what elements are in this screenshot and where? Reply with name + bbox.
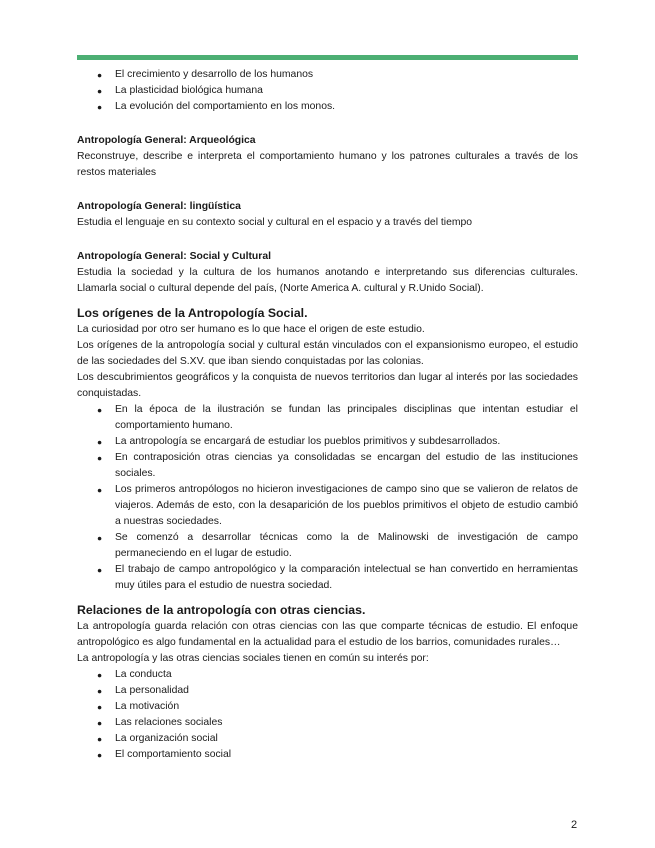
list-item: ● Se comenzó a desarrollar técnicas como la de Malinowski de investigación de campo permaneciendo en el lugar de estudio. <box>77 530 578 562</box>
arqueologica-heading: Antropología General: Arqueológica <box>77 135 256 146</box>
list-item: ● Las relaciones sociales <box>77 715 578 731</box>
origenes-bullet-list <box>77 402 578 594</box>
social-cultural-text: Estudia la sociedad y la cultura de los humanos anotando e interpretando sus diferencias culturales. Llamarla social o cultural depende del país, (Norte America A. cultural y R.Unido Social). <box>77 267 578 294</box>
list-item: ● En la época de la ilustración se fundan las principales disciplinas que intentan estudiar el comportamiento humano. <box>77 402 578 434</box>
list-item: ● El crecimiento y desarrollo de los humanos <box>77 67 578 83</box>
list-item: ● La organización social <box>77 731 578 747</box>
list-item: ● La conducta <box>77 667 578 683</box>
list-item: ● La personalidad <box>77 683 578 699</box>
origenes-section-title: Los orígenes de la Antropología Social. <box>77 306 308 320</box>
relaciones-section-title: Relaciones de la antropología con otras ciencias. <box>77 603 366 617</box>
arqueologica-text: Reconstruye, describe e interpreta el comportamiento humano y los patrones culturales a través de los restos materiales <box>77 151 578 178</box>
linguistica-heading: Antropología General: lingüística <box>77 201 241 212</box>
list-item: ● La antropología se encargará de estudiar los pueblos primitivos y subdesarrollados. <box>77 434 578 450</box>
list-item: ● El trabajo de campo antropológico y la comparación intelectual se han convertido en herramientas muy útiles para el estudio de nuestra sociedad. <box>77 562 578 594</box>
page-number: 2 <box>571 819 578 831</box>
list-item: ● La plasticidad biológica humana <box>77 83 578 99</box>
list-item: ● La evolución del comportamiento en los monos. <box>77 99 578 115</box>
list-item: ● En contraposición otras ciencias ya consolidadas se encargan del estudio de las instituciones sociales. <box>77 450 578 482</box>
origenes-paragraph: Los orígenes de la antropología social y cultural están vinculados con el expansionismo europeo, el estudio de las sociedades del S.XV. que iban siendo conquistadas por las colonias. <box>77 340 578 367</box>
relaciones-bullet-list <box>77 667 578 763</box>
list-item: ● La motivación <box>77 699 578 715</box>
relaciones-paragraph: La antropología y las otras ciencias sociales tienen en común su interés por: <box>77 653 429 664</box>
origenes-paragraph: La curiosidad por otro ser humano es lo que hace el origen de este estudio. <box>77 324 425 335</box>
social-cultural-heading: Antropología General: Social y Cultural <box>77 251 271 262</box>
linguistica-text: Estudia el lenguaje en su contexto social y cultural en el espacio y a través del tiempo <box>77 217 473 228</box>
header-accent-bar <box>77 55 578 60</box>
origenes-paragraph: Los descubrimientos geográficos y la conquista de nuevos territorios dan lugar al interés por las sociedades conquistadas. <box>77 372 578 399</box>
relaciones-paragraph: La antropología guarda relación con otras ciencias con las que comparte técnicas de estudio. El enfoque antropológico es algo fundamental en la actualidad para el estudio de los barrios, comunidades rurales… <box>77 621 578 648</box>
top-bullet-list <box>77 67 578 115</box>
list-item: ● El comportamiento social <box>77 747 578 763</box>
document-body <box>77 67 578 763</box>
list-item: ● Los primeros antropólogos no hicieron investigaciones de campo sino que se valieron de relatos de viajeros. Además de esto, con la desaparición de los pueblos primitivos el objeto de estudio cambió a nuestras sociedades. <box>77 482 578 530</box>
